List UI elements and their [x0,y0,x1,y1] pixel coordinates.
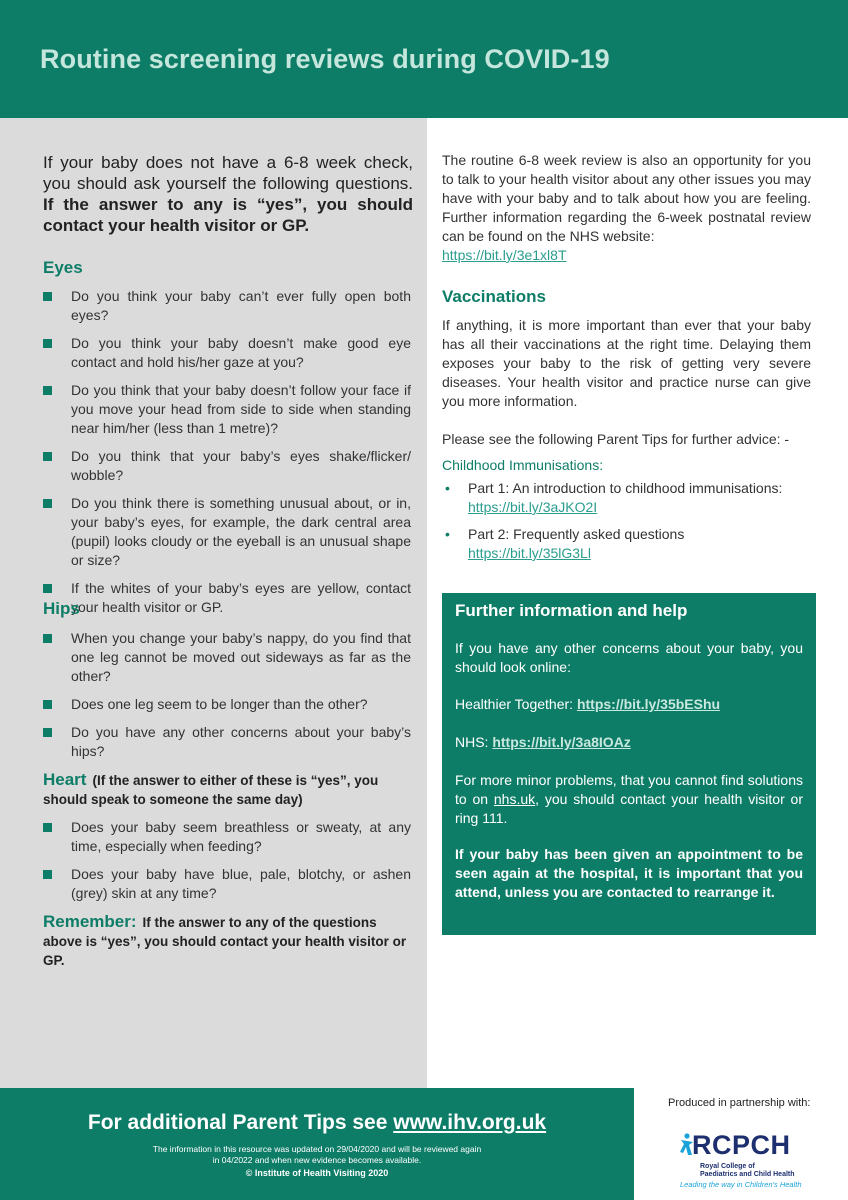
bullet-square-icon [43,870,52,879]
partnership-label: Produced in partnership with: [668,1097,811,1109]
footer-banner [0,1088,634,1200]
bullet-square-icon [43,728,52,737]
bullet-dot-icon: • [445,480,450,496]
intro-paragraph [43,152,413,236]
remember-title: Remember: [43,912,137,931]
further-info-box [442,593,816,935]
list-item-text: If the whites of your baby’s eyes are yellow, contact your health visitor or GP. [71,580,411,615]
nhs-link[interactable]: https://bit.ly/3a8IOAz [492,734,631,750]
heart-list [43,818,411,912]
bullet-square-icon [43,499,52,508]
list-item-text: Does your baby have blue, pale, blotchy, or ashen (grey) skin at any time? [71,866,411,901]
list-item [43,579,411,617]
list-item [43,287,411,325]
immunisations-list [442,479,811,571]
ihv-website-link[interactable]: www.ihv.org.uk [393,1111,547,1134]
footer-copyright: © Institute of Health Visiting 2020 [245,1168,389,1178]
footer-update-note: The information in this resource was updated on 29/04/2020 and will be reviewed again [152,1144,482,1154]
remember-text: If the answer to any of the questions above is “yes”, you should contact your health visitor or GP. [43,915,407,968]
healthier-together-link[interactable]: https://bit.ly/35bEShu [576,696,721,712]
list-item-text: Do you think there is something unusual about, or in, your baby’s eyes, for example, the dark central area (pupil) looks cloudy or the eyeball is an unusual shape or size? [71,495,411,568]
heart-heading [43,770,413,809]
nhs-label: NHS: [455,734,493,750]
part-label: Part 1: An introduction to childhood immunisations: [468,480,783,496]
rcpch-sub-2: Paediatrics and Child Health [700,1171,795,1178]
part-link[interactable]: https://bit.ly/35lG3Ll [468,545,591,561]
healthier-together-line [455,695,803,714]
bullet-square-icon [43,452,52,461]
bullet-square-icon [43,584,52,593]
list-item [43,865,411,903]
minor-problems-text [455,771,803,828]
list-item-text: Do you think your baby doesn’t make good eye contact and hold his/her gaze at you? [71,335,411,370]
info-box-title: Further information and help [455,601,688,620]
rcpch-sub-1: Royal College of [700,1163,755,1170]
list-item-text: Do you think that your baby doesn’t follow your face if you move your head from side to side when standing near him/her (less than 1 metre)? [71,382,411,436]
footer-main-text: For additional Parent Tips see [87,1111,394,1134]
bullet-square-icon [43,339,52,348]
vaccinations-text: If anything, it is more important than ever that your baby has all their vaccinations at the right time. Delaying them exposes your baby to the risk of getting very severe diseases. Your health visitor and practice nurse can give you more information. [442,317,811,409]
list-item [43,381,411,438]
rcpch-brand: RCPCH [692,1130,791,1160]
header-banner [0,0,848,118]
healthier-together-label: Healthier Together: [455,696,577,712]
remember-note [43,912,413,970]
nhs-line [455,733,803,752]
nhs-review-link[interactable]: https://bit.ly/3e1xl8T [442,247,567,263]
part-link[interactable]: https://bit.ly/3aJKO2I [468,499,598,515]
part-label: Part 2: Frequently asked questions [468,526,685,542]
footer-main-line [0,1111,634,1135]
page-title: Routine screening reviews during COVID-19 [40,44,610,74]
list-item [43,334,411,372]
eyes-heading: Eyes [43,258,83,277]
list-item-text: Do you think that your baby’s eyes shake/flicker/ wobble? [71,448,411,483]
immunisations-label: Childhood Immunisations: [442,457,604,473]
minor-problems-b: , you should contact your health visitor or ring 111. [455,791,804,826]
hips-heading: Hips [43,599,80,618]
info-box-intro: If you have any other concerns about your baby, you should look online: [455,640,803,675]
review-paragraph [442,151,811,265]
bullet-square-icon [43,634,52,643]
list-item [43,494,411,570]
list-item-text: Does your baby seem breathless or sweaty, at any time, especially when feeding? [71,819,411,854]
bullet-square-icon [43,386,52,395]
bullet-square-icon [43,700,52,709]
list-item [442,479,811,517]
minor-problems-a: For more minor problems, that you cannot find solutions to on [455,772,803,807]
rcpch-sub [700,1163,795,1179]
list-item [43,695,411,714]
list-item [43,818,411,856]
list-item [43,447,411,485]
bullet-square-icon [43,292,52,301]
bullet-square-icon [43,823,52,832]
appointment-note: If your baby has been given an appointment to be seen again at the hospital, it is important that you attend, unless you are contacted to rearrange it. [455,846,803,900]
vaccinations-heading: Vaccinations [442,287,546,306]
hips-list [43,629,411,770]
list-item-text: Do you have any other concerns about your baby’s hips? [71,724,411,759]
rcpch-logo [680,1130,820,1190]
footer-update-note-2: in 04/2022 and when new evidence becomes available. [212,1155,422,1165]
list-item [442,525,811,563]
review-text: The routine 6-8 week review is also an opportunity for you to talk to your health visitor about any other issues you may have with your baby and to talk about how you are feeling. Further information regarding the 6-week postnatal review can be found on the NHS website: [442,152,811,244]
rcpch-tagline: Leading the way in Children's Health [680,1180,802,1189]
heart-note: (If the answer to either of these is “yes”, you should speak to someone the same day) [43,773,379,807]
advice-text: Please see the following Parent Tips for further advice: - [442,431,790,447]
intro-bold-text: If the answer to any is “yes”, you should contact your health visitor or GP. [43,195,413,235]
bullet-dot-icon: • [445,526,450,542]
list-item-text: Do you think your baby can’t ever fully open both eyes? [71,288,411,323]
intro-text: If your baby does not have a 6-8 week check, you should ask yourself the following questions. [43,153,413,193]
eyes-list [43,287,411,626]
list-item-text: Does one leg seem to be longer than the other? [71,696,368,712]
heart-title: Heart [43,770,87,789]
list-item-text: When you change your baby’s nappy, do you find that one leg cannot be moved out sideways as far as the other? [71,630,411,684]
list-item [43,723,411,761]
nhs-uk-link[interactable]: nhs.uk [493,791,536,807]
list-item [43,629,411,686]
